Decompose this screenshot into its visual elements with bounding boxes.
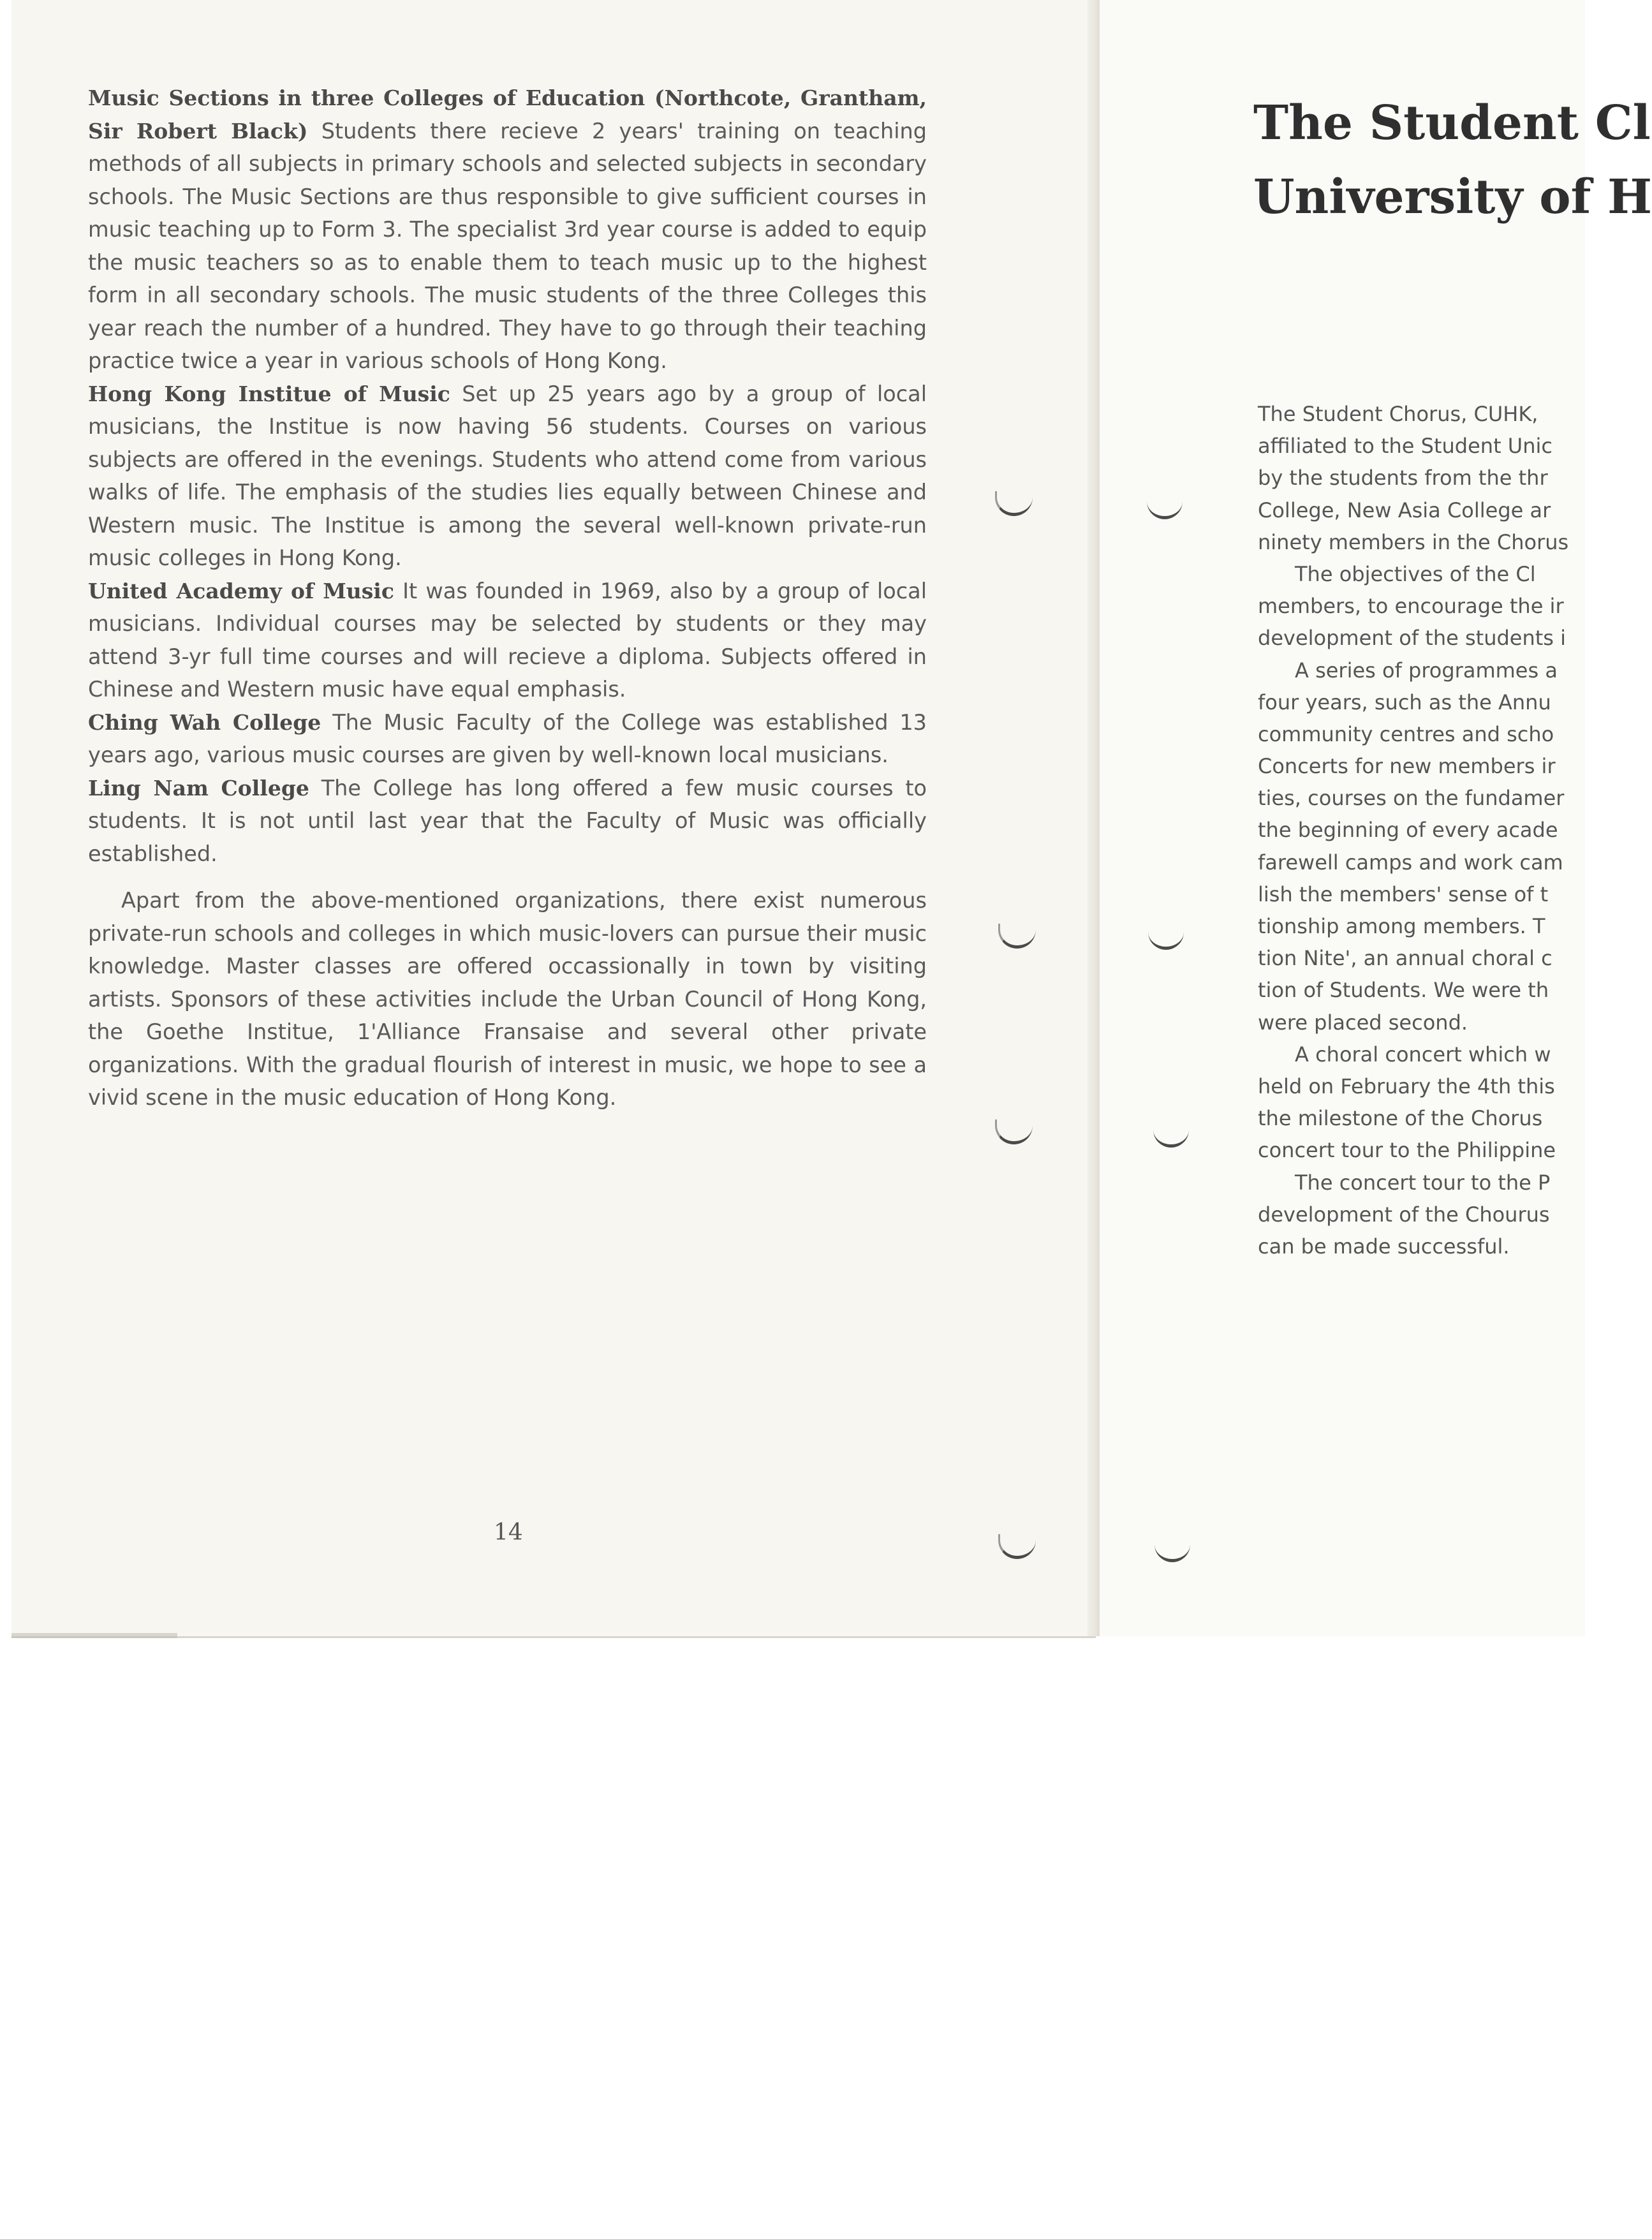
right-text-line: by the students from the thr xyxy=(1258,466,1548,491)
paragraph-heading: Hong Kong Institue of Music xyxy=(88,381,450,406)
right-text-line: The Student Chorus, CUHK, xyxy=(1258,402,1538,426)
paragraph-heading: Ling Nam College xyxy=(88,775,309,801)
paragraph-colleges-of-education xyxy=(88,82,927,378)
page-number: 14 xyxy=(494,1519,523,1546)
paragraph-united-academy xyxy=(88,575,927,706)
right-text-line: farewell camps and work cam xyxy=(1258,850,1563,875)
left-page-body xyxy=(88,82,927,1114)
paragraph-text: Students there recieve 2 years' training on teaching methods of all subjects in primary schools and selected subjects in secondary schools. The Music Sections are thus responsible to give sufficient courses in music teaching up to Form 3. The specialist 3rd year course is added to equip the music teachers so as to enable them to teach music up to the highest form in all secondary schools. The music students of the three Colleges this year reach the number of a hundred. They have to go through their teaching practice twice a year in various schools of Hong Kong. xyxy=(88,118,927,373)
right-text-line: development of the students i xyxy=(1258,626,1567,651)
paragraph-text: The College has long offered a few music courses to students. It is not until last year that the Faculty of Music was officially established. xyxy=(88,775,927,866)
right-text-line: four years, such as the Annu xyxy=(1258,690,1551,714)
right-text-line: tion Nite', an annual choral c xyxy=(1258,946,1552,971)
right-text-line: can be made successful. xyxy=(1258,1234,1510,1259)
paragraph-text: It was founded in 1969, also by a group of local musicians. Individual courses may be selected by students or they may attend 3-yr full time courses and will recieve a diploma. Subjects offered in Chinese and Western music have equal emphasis. xyxy=(88,578,927,702)
right-text-line: held on February the 4th this xyxy=(1258,1074,1555,1098)
right-text-line: tionship among members. T xyxy=(1258,914,1545,938)
right-text-line: A choral concert which w xyxy=(1295,1042,1551,1067)
right-text-line: lish the members' sense of t xyxy=(1258,882,1549,906)
right-text-line: The objectives of the Cl xyxy=(1295,561,1536,586)
right-page-body xyxy=(1258,398,1582,1262)
paragraph-heading: Ching Wah College xyxy=(88,709,321,735)
right-text-line: ninety members in the Chorus xyxy=(1258,529,1569,554)
title-line: University of H xyxy=(1253,170,1652,225)
paragraph-heading: United Academy of Music xyxy=(88,578,394,603)
right-text-line: ties, courses on the fundamer xyxy=(1258,786,1565,811)
paragraph-hk-institue-of-music xyxy=(88,378,927,575)
right-text-line: Concerts for new members ir xyxy=(1258,754,1556,779)
right-text-line: were placed second. xyxy=(1258,1010,1468,1035)
right-text-line: concert tour to the Philippine xyxy=(1258,1138,1556,1163)
right-text-line: tion of Students. We were th xyxy=(1258,978,1549,1003)
right-text-line: the milestone of the Chorus xyxy=(1258,1106,1543,1131)
right-text-line: the beginning of every acade xyxy=(1258,818,1558,843)
paragraph-ling-nam-college xyxy=(88,772,927,871)
right-text-line: members, to encourage the ir xyxy=(1258,594,1564,619)
page-shadow xyxy=(11,1633,177,1638)
closing-paragraph: Apart from the above-mentioned organizations, there exist numerous private-run schools and colleges in which music-lovers can pursue their music knowledge. Master classes are offered occassionally in town by visiting artists. Sponsors of these activities include the Urban Council of Hong Kong, the Goethe Institue, 1'Alliance Fransaise and several other private organizations. With the gradual flourish of interest in music, we hope to see a vivid scene in the music education of Hong Kong. xyxy=(88,888,927,1110)
right-text-line: A series of programmes a xyxy=(1295,658,1558,683)
right-text-line: development of the Chourus xyxy=(1258,1202,1550,1227)
right-text-line: College, New Asia College ar xyxy=(1258,498,1551,522)
right-text-line: The concert tour to the P xyxy=(1295,1170,1551,1195)
paragraph-text: The Music Faculty of the College was established 13 years ago, various music courses are given by well-known local musicians. xyxy=(88,709,927,767)
paragraph-heading: Music Sections in three Colleges of Education (Northcote, Grantham, Sir Robert Black) xyxy=(88,85,927,144)
right-text-line: community centres and scho xyxy=(1258,721,1554,746)
right-page-title xyxy=(1253,86,1652,234)
paragraph-ching-wah-college xyxy=(88,706,927,772)
paragraph-text: Set up 25 years ago by a group of local musicians, the Institue is now having 56 students. Courses on various subjects are offered in the evenings. Students who attend come from various walks of life. The emphasis of the studies lies equally between Chinese and Western music. The Institue is among the several well-known private-run music colleges in Hong Kong. xyxy=(88,381,927,570)
title-line: The Student Cl xyxy=(1253,96,1651,151)
right-text-line: affiliated to the Student Unic xyxy=(1258,434,1552,459)
